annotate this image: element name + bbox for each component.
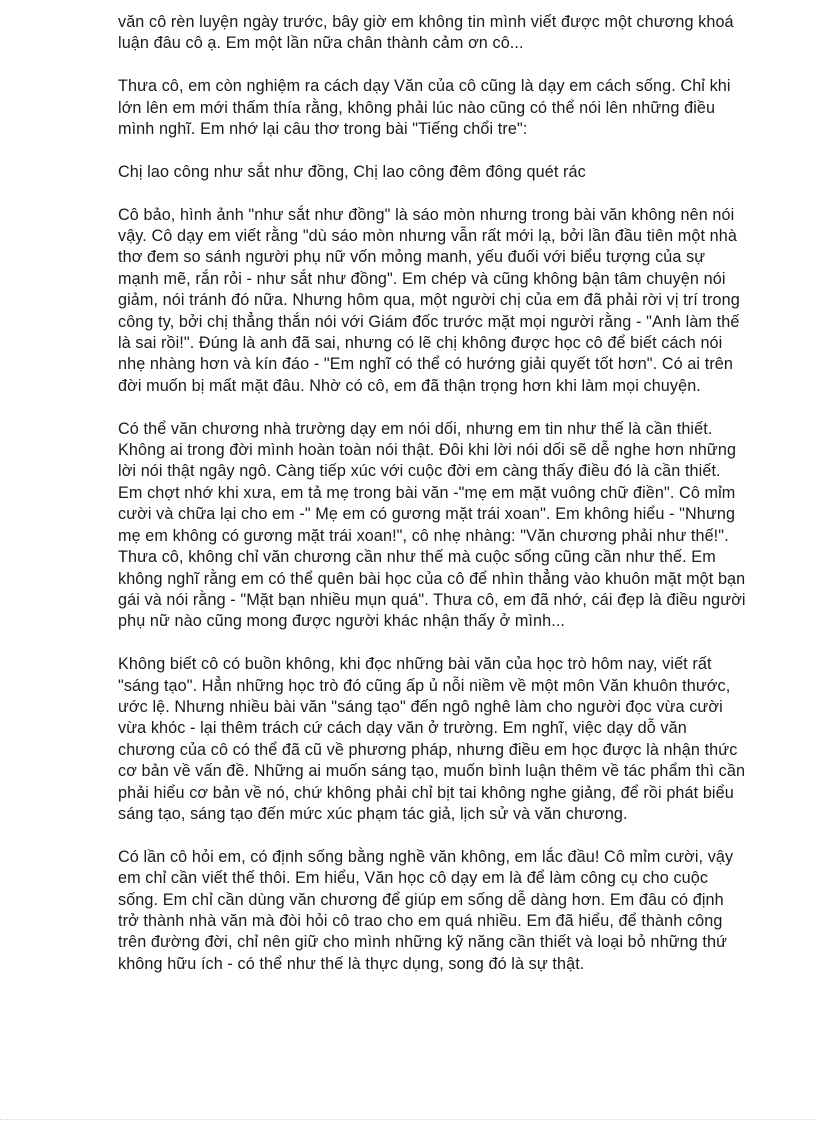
poem-quote: Chị lao công như sắt như đồng, Chị lao công đêm đông quét rác [118, 162, 586, 181]
page-bottom-divider [0, 1119, 816, 1120]
paragraph-6: Có lần cô hỏi em, có định sống bằng nghề văn không, em lắc đầu! Cô mỉm cười, vậy em chỉ cần viết thế thôi. Em hiểu, Văn học cô dạy em là để làm công cụ cho cuộc sống. Em chỉ cần dùng văn chương để giúp em sống dễ dàng hơn. Em đâu có định trở thành nhà văn mà đòi hỏi cô trao cho em quá nhiều. Em đã hiểu, để thành công trên đường đời, chỉ nên giữ cho mình những kỹ năng cần thiết và loại bỏ những thứ không hữu ích - có thể như thế là thực dụng, song đó là sự thật. [118, 847, 734, 973]
paragraph-1: văn cô rèn luyện ngày trước, bây giờ em không tin mình viết được một chương khoá luận đâu cô ạ. Em một lần nữa chân thành cảm ơn cô... [118, 13, 734, 53]
paragraph-3: Cô bảo, hình ảnh "như sắt như đồng" là sáo mòn nhưng trong bài văn không nên nói vậy. Cô dạy em viết rằng "dù sáo mòn nhưng vẫn rất mới lạ, bởi lần đầu tiên một nhà thơ đem so sánh người phụ nữ vốn mỏng manh, yếu đuối với biểu tượng của sự mạnh mẽ, rắn rỏi - như sắt như đồng". Em chép và cũng không bận tâm chuyện nói giảm, nói tránh đó nữa. Nhưng hôm qua, một người chị của em đã phải rời vị trí trong công ty, bởi chị thẳng thắn nói với Giám đốc trước mặt mọi người rằng - "Anh làm thế là sai rồi!". Đúng là anh đã sai, nhưng có lẽ chị không được học cô để biết cách nói nhẹ nhàng hơn và kín đáo - "Em nghĩ có thể có hướng giải quyết tốt hơn". Có ai trên đời muốn bị mất mặt đâu. Nhờ có cô, em đã thận trọng hơn khi làm mọi chuyện. [118, 205, 740, 395]
document-page [118, 12, 748, 997]
paragraph-4: Có thể văn chương nhà trường dạy em nói dối, nhưng em tin như thế là cần thiết. Không ai trong đời mình hoàn toàn nói thật. Đôi khi lời nói dối sẽ dễ nghe hơn những lời nói thật ngây ngô. Càng tiếp xúc với cuộc đời em càng thấy điều đó là cần thiết. Em chợt nhớ khi xưa, em tả mẹ trong bài văn -"mẹ em mặt vuông chữ điền". Cô mỉm cười và chữa lại cho em -" Mẹ em có gương mặt trái xoan". Em không hiểu - "Nhưng mẹ em không có gương mặt trái xoan!", cô nhẹ nhàng: "Văn chương phải như thế!". Thưa cô, không chỉ văn chương cần như thế mà cuộc sống cũng cần như thế. Em không nghĩ rằng em có thể quên bài học của cô để nhìn thẳng vào khuôn mặt một bạn gái và nói rằng - "Mặt bạn nhiều mụn quá". Thưa cô, em đã nhớ, cái đẹp là điều người phụ nữ nào cũng mong được người khác nhận thấy ở mình... [118, 419, 746, 631]
paragraph-5: Không biết cô có buồn không, khi đọc những bài văn của học trò hôm nay, viết rất "sáng tạo". Hẳn những học trò đó cũng ấp ủ nỗi niềm về một môn Văn khuôn thước, ước lệ. Nhưng nhiều bài văn "sáng tạo" đến ngô nghê làm cho người đọc vừa cười vừa khóc - lại thêm trách cứ cách dạy văn ở trường. Em nghĩ, việc dạy dỗ văn chương của cô có thể đã cũ về phương pháp, nhưng điều em học được là nhận thức cơ bản về vấn đề. Những ai muốn sáng tạo, muốn bình luận thêm về tác phẩm thì cần phải hiểu cơ bản về nó, chứ không phải chỉ bịt tai không nghe giảng, để rồi phát biểu sáng tạo, sáng tạo đến mức xúc phạm tác giả, lịch sử và văn chương. [118, 655, 746, 823]
paragraph-2: Thưa cô, em còn nghiệm ra cách dạy Văn của cô cũng là dạy em cách sống. Chỉ khi lớn lên em mới thấm thía rằng, không phải lúc nào cũng có thể nói lên những điều mình nghĩ. Em nhớ lại câu thơ trong bài "Tiếng chổi tre": [118, 77, 731, 139]
